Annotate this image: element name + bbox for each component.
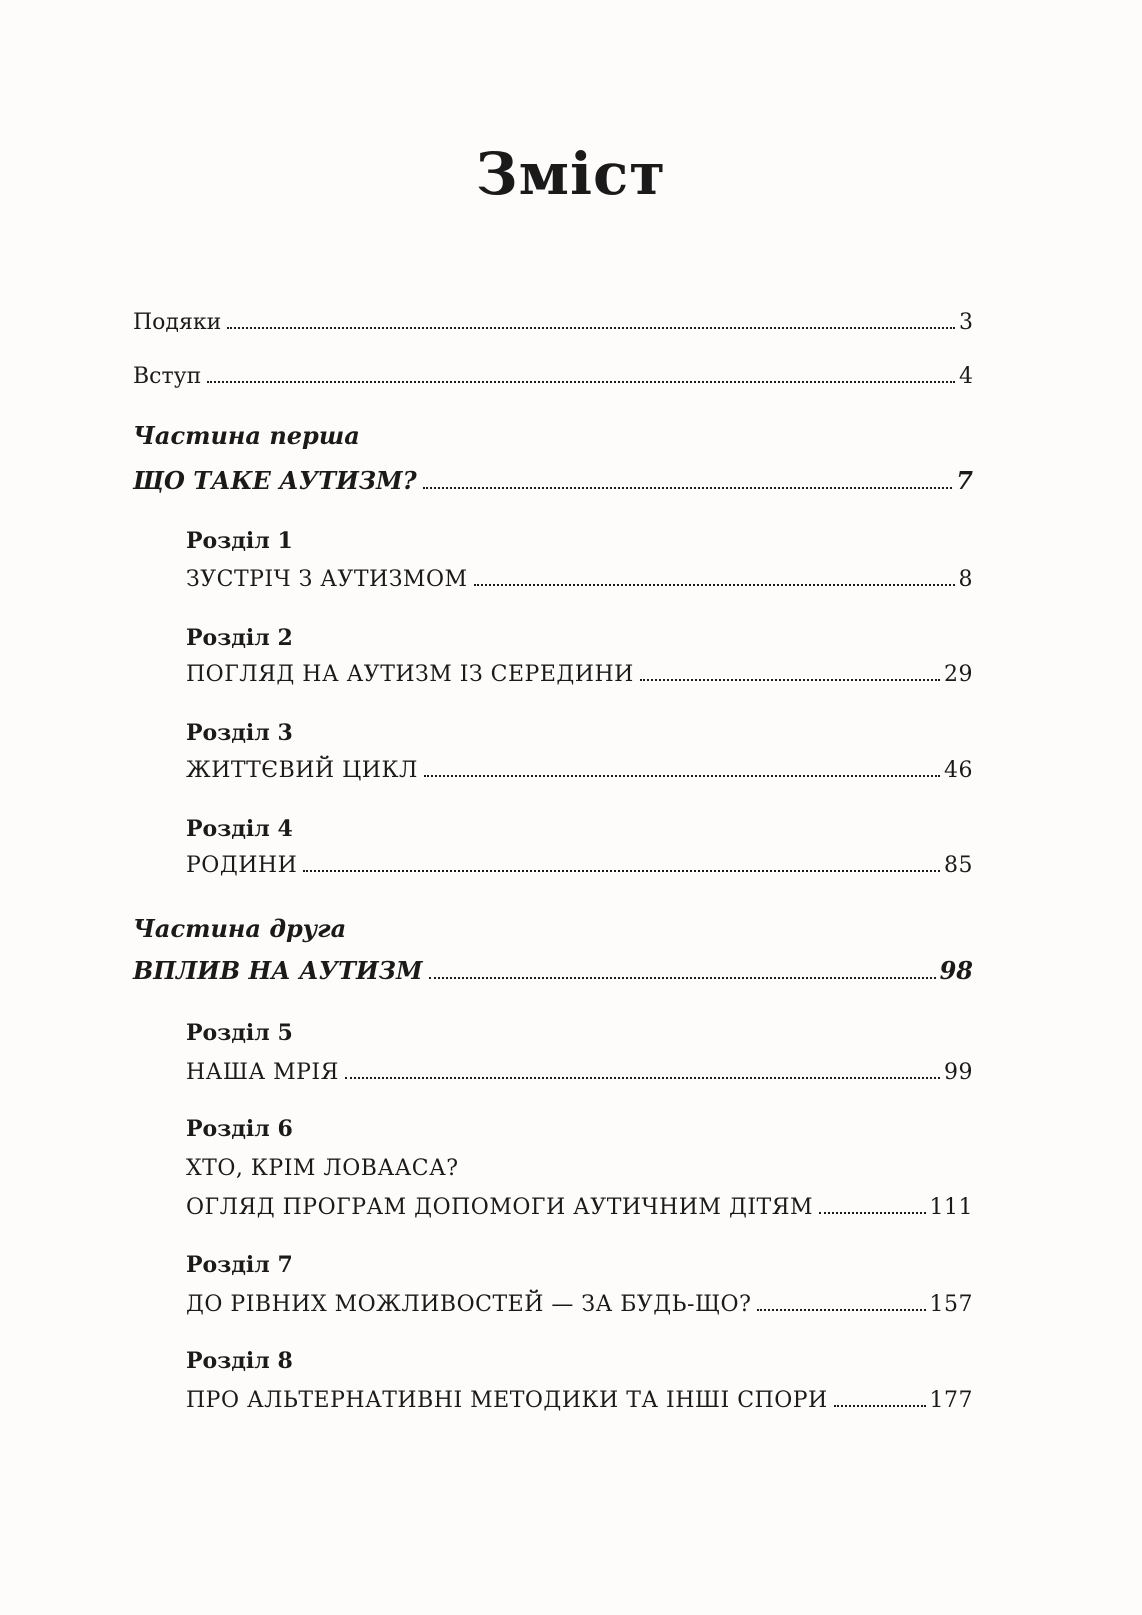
part-label-1 xyxy=(133,421,360,450)
dot-leader xyxy=(345,1077,940,1079)
toc-entry-chapter-7[interactable] xyxy=(186,1292,973,1317)
toc-entry-chapter-6[interactable] xyxy=(186,1195,973,1220)
toc-entry-chapter-4[interactable] xyxy=(186,853,973,878)
chapter-title-text: ОГЛЯД ПРОГРАМ ДОПОМОГИ АУТИЧНИМ ДІТЯМ xyxy=(186,1195,813,1220)
part-label-text: Частина перша xyxy=(133,421,360,450)
toc-page-number: 8 xyxy=(958,567,973,592)
dot-leader xyxy=(227,327,955,329)
chapter-label-text: Розділ 5 xyxy=(186,1020,293,1046)
toc-page-number: 3 xyxy=(959,310,973,335)
dot-leader xyxy=(819,1212,926,1214)
toc-page-number: 4 xyxy=(959,364,973,389)
chapter-label-4 xyxy=(186,816,293,842)
toc-entry-chapter-2[interactable] xyxy=(186,662,973,687)
dot-leader xyxy=(207,381,955,383)
toc-page-number: 177 xyxy=(929,1388,973,1413)
chapter-title-text: ЖИТТЄВИЙ ЦИКЛ xyxy=(186,758,418,783)
toc-page-number: 29 xyxy=(944,662,973,687)
toc-entry-acknowledgements[interactable] xyxy=(133,310,973,335)
part-label-2 xyxy=(133,914,346,943)
toc-page-number: 98 xyxy=(939,956,973,985)
chapter-label-7 xyxy=(186,1252,293,1278)
chapter-title-text: НАША МРІЯ xyxy=(186,1060,339,1085)
dot-leader xyxy=(423,487,953,489)
dot-leader xyxy=(429,977,936,979)
toc-page-number: 111 xyxy=(929,1195,973,1220)
chapter-label-1 xyxy=(186,528,293,554)
toc-entry-chapter-8[interactable] xyxy=(186,1388,973,1413)
chapter-title-text: ХТО, КРІМ ЛОВААСА? xyxy=(186,1156,459,1181)
chapter-label-text: Розділ 3 xyxy=(186,720,293,746)
chapter-title-text: РОДИНИ xyxy=(186,853,298,878)
chapter-title-text: ДО РІВНИХ МОЖЛИВОСТЕЙ — ЗА БУДЬ-ЩО? xyxy=(186,1292,752,1317)
chapter-label-text: Розділ 4 xyxy=(186,816,293,842)
toc-page-number: 85 xyxy=(944,853,973,878)
toc-entry-chapter-3[interactable] xyxy=(186,758,973,783)
chapter-label-5 xyxy=(186,1020,293,1046)
chapter-label-3 xyxy=(186,720,293,746)
part-title-text: ВПЛИВ НА АУТИЗМ xyxy=(133,956,423,985)
dot-leader xyxy=(834,1405,926,1407)
chapter-label-text: Розділ 7 xyxy=(186,1252,293,1278)
chapter-label-2 xyxy=(186,625,293,651)
dot-leader xyxy=(424,775,940,777)
toc-entry-chapter-5[interactable] xyxy=(186,1060,973,1085)
chapter-label-8 xyxy=(186,1348,293,1374)
dot-leader xyxy=(640,679,940,681)
dot-leader xyxy=(474,584,955,586)
chapter-label-6 xyxy=(186,1116,293,1142)
dot-leader xyxy=(757,1309,925,1311)
toc-page-number: 99 xyxy=(944,1060,973,1085)
chapter-title-text: ЗУСТРІЧ З АУТИЗМОМ xyxy=(186,567,468,592)
page-title: Зміст xyxy=(475,140,667,208)
toc-entry-part-1[interactable] xyxy=(133,466,973,495)
chapter-title-text: ПРО АЛЬТЕРНАТИВНІ МЕТОДИКИ ТА ІНШІ СПОРИ xyxy=(186,1388,828,1413)
toc-entry-introduction[interactable] xyxy=(133,364,973,389)
chapter-label-text: Розділ 6 xyxy=(186,1116,293,1142)
toc-entry-part-2[interactable] xyxy=(133,956,973,985)
part-title-text: ЩО ТАКЕ АУТИЗМ? xyxy=(133,466,417,495)
chapter-label-text: Розділ 1 xyxy=(186,528,293,554)
part-label-text: Частина друга xyxy=(133,914,347,943)
dot-leader xyxy=(303,870,940,872)
toc-page-number: 7 xyxy=(956,466,973,495)
chapter-6-title-line-1 xyxy=(186,1156,459,1181)
toc-page-number: 46 xyxy=(944,758,973,783)
chapter-label-text: Розділ 8 xyxy=(186,1348,293,1374)
toc-entry-chapter-1[interactable] xyxy=(186,567,973,592)
toc-entry-label: Подяки xyxy=(133,310,222,335)
toc-page-number: 157 xyxy=(929,1292,973,1317)
toc-entry-label: Вступ xyxy=(133,364,202,389)
chapter-label-text: Розділ 2 xyxy=(186,625,293,651)
chapter-title-text: ПОГЛЯД НА АУТИЗМ ІЗ СЕРЕДИНИ xyxy=(186,662,634,687)
